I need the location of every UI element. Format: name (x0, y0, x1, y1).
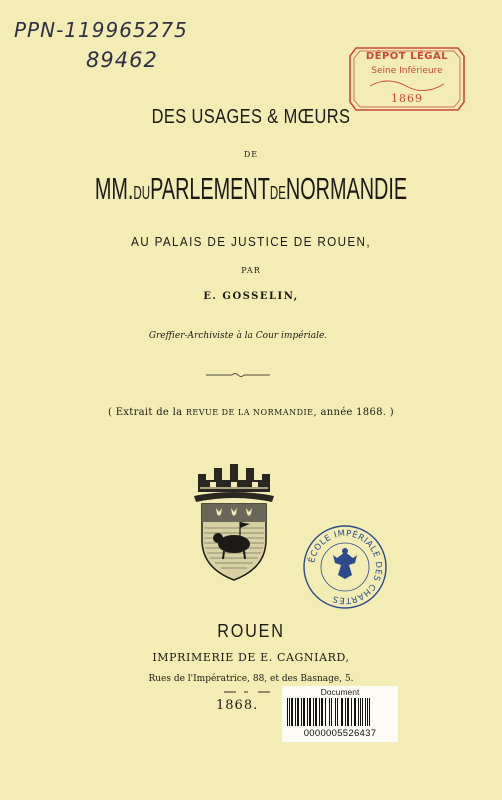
barcode-bar (367, 698, 368, 726)
barcode-bar (345, 698, 346, 726)
barcode-bar (325, 698, 326, 726)
barcode-number: 0000005526437 (303, 728, 377, 739)
barcode-bar (319, 698, 320, 726)
barcode-bar (365, 698, 366, 726)
title-du: DU (133, 183, 151, 203)
barcode-label (282, 686, 398, 742)
rouen-coat-of-arms-icon (190, 458, 278, 584)
title-normandie: NORMANDIE (285, 171, 408, 206)
imprint-city: ROUEN (217, 621, 285, 641)
barcode-bar (331, 698, 332, 726)
barcode-bar (309, 698, 311, 726)
title-main (90, 171, 411, 207)
imprint-year: 1868. (216, 698, 259, 713)
author-role: Greffier-Archiviste à la Cour impériale. (148, 331, 328, 341)
barcode-bar (329, 698, 330, 726)
imprint-address: Rues de l'Impératrice, 88, et des Basnage, 5. (148, 674, 354, 684)
barcode-bar (291, 698, 293, 726)
ornament-rule-icon (206, 372, 270, 378)
title-connector: DE (243, 150, 259, 159)
barcode-bar (335, 698, 336, 726)
stamp-year: 1869 (391, 92, 423, 105)
barcode-bar (358, 698, 359, 726)
barcode-bar (354, 698, 356, 726)
barcode-bar (351, 698, 352, 726)
barcode-bar (337, 698, 338, 726)
barcode-bar (321, 698, 323, 726)
title-de: DE (269, 183, 286, 203)
barcode-bar (289, 698, 290, 726)
seal-text: ÉCOLE IMPÉRIALE DES CHARTES (307, 528, 384, 606)
stamp-line1: DÉPOT LÉGAL (365, 51, 449, 62)
handwritten-ppn: PPN-119965275 (14, 18, 188, 42)
title-mm: MM. (94, 171, 134, 206)
title-line3: AU PALAIS DE JUSTICE DE ROUEN, (131, 234, 371, 249)
extract-after: , année 1868. ) (313, 407, 394, 418)
extract-note (0, 407, 502, 418)
barcode-bar (313, 698, 314, 726)
extract-before: ( Extrait de la (108, 407, 186, 418)
byline-par: PAR (241, 266, 261, 275)
stamp-line2: Seine Inférieure (371, 66, 443, 76)
author-name: E. GOSSELIN, (203, 291, 299, 302)
dash-rule-icon (224, 690, 284, 694)
barcode-bar (297, 698, 299, 726)
imprint-printer: IMPRIMERIE DE E. CAGNIARD, (152, 651, 350, 664)
barcode-bar (301, 698, 302, 726)
extract-revue: REVUE DE LA NORMANDIE (185, 408, 314, 417)
title-parlement: PARLEMENT (150, 171, 270, 206)
barcode-bar (295, 698, 296, 726)
barcode-bar (307, 698, 308, 726)
barcode-bar (360, 698, 361, 726)
barcode-icon (285, 698, 395, 726)
barcode-bar (347, 698, 349, 726)
ecole-des-chartes-seal-icon (302, 524, 388, 610)
barcode-bar (369, 698, 370, 726)
barcode-bar (315, 698, 317, 726)
title-line1: DES USAGES & MŒURS (151, 106, 351, 128)
barcode-bar (341, 698, 343, 726)
barcode-bar (287, 698, 288, 726)
barcode-caption: Document (320, 687, 360, 697)
depot-legal-stamp (348, 46, 466, 112)
barcode-bar (362, 698, 363, 726)
barcode-bar (303, 698, 305, 726)
handwritten-number: 89462 (86, 48, 158, 72)
